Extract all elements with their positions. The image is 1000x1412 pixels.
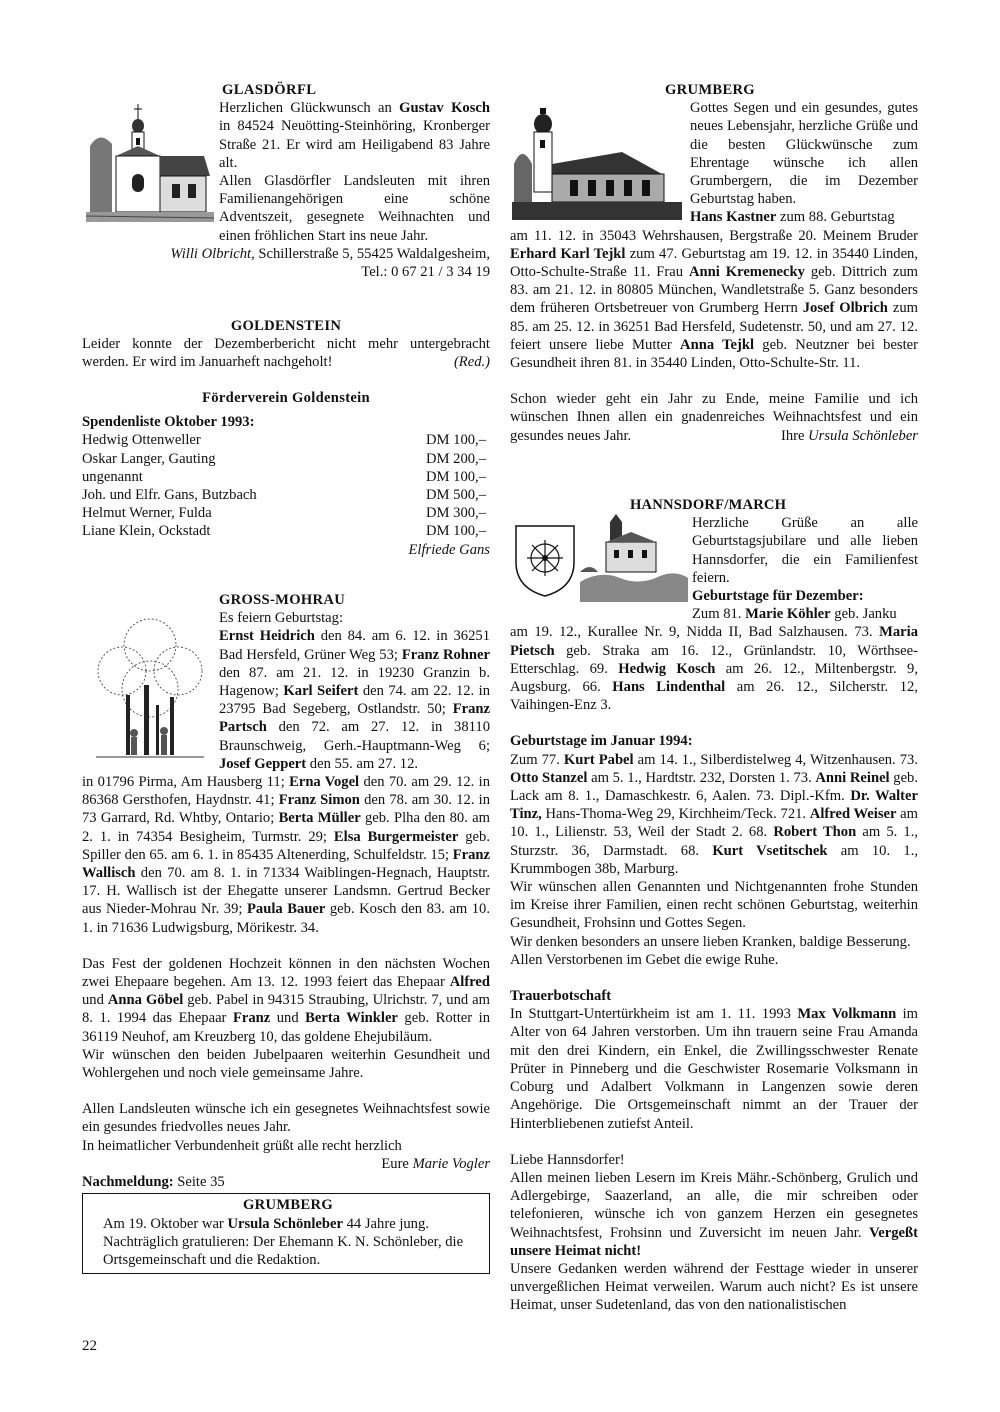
christmas-wishes: Allen Landsleuten wünsche ich ein gesegnetes Weihnachtsfest sowie ein gesundes friedvolles neues Jahr. bbox=[82, 1101, 490, 1136]
dezember-birthdays: Zum 81. Marie Köhler geb. Janku am 19. 12., Kurallee Nr. 9, Nidda II, Bad Salzhausen. 73. Maria Pietsch geb. Straka am 16. 12., Grünlandstr. 10, Wörthsee-Etterschlag. 69. Hedwig Kosch am 26. 12., Miltenbergstr. 9, Augsburg. 66. Hans Lindenthal am 26. 12., Silcherstr. 12, Vaihingen-Enz 3. bbox=[510, 606, 918, 714]
foerderverein-section bbox=[82, 389, 490, 559]
foerderverein-signature: Elfriede Gans bbox=[408, 541, 490, 558]
glasdoerfl-heading: GLASDÖRFL bbox=[222, 82, 317, 98]
hannsdorf-wish2: Wir denken besonders an unsere lieben Kranken, baldige Besserung. bbox=[510, 933, 911, 950]
spender-name: Joh. und Elfr. Gans, Butzbach bbox=[82, 487, 257, 504]
dezember-title: Geburtstage für Dezember: bbox=[692, 588, 864, 605]
januar-title: Geburtstage im Januar 1994: bbox=[510, 733, 693, 750]
nachmeldung-box-text: Am 19. Oktober war Ursula Schönleber 44 Jahre jung. Nachträglich gratulieren: Der Ehemann K. N. Schönleber, die Ortsgemeinschaft und die Redaktion. bbox=[103, 1215, 464, 1268]
spenden-row bbox=[82, 504, 490, 522]
spender-name: Hedwig Ottenweller bbox=[82, 432, 201, 449]
trauer-text: In Stuttgart-Untertürkheim ist am 1. 11. 1993 Max Volkmann im Alter von 64 Jahren verstorben. Um ihn trauern seine Frau Amanda mit den drei Kindern, ein Enkel, die Zwillingsschwester Renate Prüter in Pinneberg und die Geschwister Rosemarie Volksmann in Coburg und Adalbert Volkmann in Langenzen sowie deren Angehörige. Die Ortsgemeinschaft nimmt an der Trauer der Hinterbliebenen zutiefst Anteil. bbox=[510, 1006, 918, 1132]
spenden-row bbox=[82, 522, 490, 540]
jubilee-wishes: Wir wünschen den beiden Jubelpaaren weiterhin Gesundheit und Wohlergehen und noch viele gemeinsame Jahre. bbox=[82, 1046, 490, 1082]
hannsdorf-letter2: Unsere Gedanken werden während der Festtage wieder in unserer unvergeßlichen Heimat verweilen. Warum auch nicht? Es ist unsere Heimat, unser Sudetenland, das von den nationalistischen bbox=[510, 1260, 918, 1314]
grumberg-year-end: Schon wieder geht ein Jahr zu Ende, meine Familie und ich wünschen Ihnen allen ein gnadenreiches Weihnachtsfest und ein gesundes neues Jahr. bbox=[510, 391, 918, 444]
glasdoerfl-signature: Willi Olbricht, Schillerstraße 5, 55425 Waldalgesheim, bbox=[170, 245, 490, 262]
spendenliste bbox=[82, 431, 490, 540]
goldenstein-heading: GOLDENSTEIN bbox=[230, 318, 342, 334]
grumberg-signature: Ihre Ursula Schönleber bbox=[780, 427, 918, 444]
hannsdorf-section bbox=[510, 496, 918, 1315]
nachmeldung-box-heading: GRUMBERG bbox=[243, 1197, 333, 1214]
grumberg-text: Gottes Segen und ein gesundes, gutes neues Lebensjahr, herzliche Grüße und die besten Glückwünsche zum Ehrentage wünsche ich allen Grumbergern, die im Dezember Geburtstag haben. Hans Kastner zum 88. Geburtstag am 11. 12. in 35043 Wehrshausen, Bergstraße 20. Meinem Bruder Erhard Karl Tejkl zum 47. Geburtstag am 19. 12. in 35440 Linden, Otto-Schulte-Straße 11. Frau Anni Kremenecky geb. Dittrich zum 83. am 21. 12. in 80805 München, Wandletstraße 5. Ganz besonders dem früheren Ortsbetreuer von Grumberg Herrn Josef Olbrich zum 85. am 25. 12. in 36251 Bad Hersfeld, Sudetenstr. 50, und am 27. 12. feiert unsere liebe Mutter Anna Tejkl geb. Neutzner bei bester Gesundheit ihren 81. in 35440 Linden, Otto-Schulte-Str. 11. bbox=[510, 100, 918, 372]
foerderverein-heading: Förderverein Goldenstein bbox=[202, 390, 370, 406]
januar-birthdays: Zum 77. Kurt Pabel am 14. 1., Silberdistelweg 4, Witzenhausen. 73. Otto Stanzel am 5. 1., Hardtstr. 232, Dorsten 1. 73. Anni Reinel geb. Lack am 8. 1., Damaschkestr. 6, Aalen. 73. Dipl.-Kfm. Dr. Walter Tinz, Hans-Thoma-Weg 29, Kirchheim/Teck. 721. Alfred Weiser am 10. 1., Lilienstr. 53, Weil der Stadt 2. 68. Robert Thon am 5. 1., Sturzstr. 36, Darmstadt. 68. Kurt Vsetitschek am 10. 1., Krummbogen 38b, Marburg. bbox=[510, 751, 919, 877]
trauer-title: Trauerbotschaft bbox=[510, 988, 612, 1005]
hannsdorf-intro: Herzliche Grüße an alle Geburtstagsjubilare und alle lieben Hannsdorfer, die ein Familienfest feiern. bbox=[692, 515, 918, 586]
glasdoerfl-text2: Allen Glasdörfler Landsleuten mit ihren Familienangehörigen eine schöne Adventszeit, gesegnete Weihnachten und einen fröhlichen Start ins neue Jahr. bbox=[219, 173, 490, 244]
grumberg-heading: GRUMBERG bbox=[665, 82, 755, 98]
grossmohrau-birthdays: Ernst Heidrich den 84. am 6. 12. in 36251 Bad Hersfeld, Grüner Weg 53; Franz Rohner den 87. am 21. 12. in 19230 Granzin b. Hagenow; Karl Seifert den 74. am 22. 12. in 23795 Bad Segeberg, Ostlandstr. 50; Franz Partsch den 72. am 27. 12. in 38110 Braunschweig, Gerh.-Hauptmann-Weg 6; Josef Geppert den 55. am 27. 12. in 01796 Pirma, Am Hausberg 11; Erna Vogel den 70. am 29. 12. in 86368 Gersthofen, Haydnstr. 41; Franz Simon den 78. am 30. 12. in 73 Garrard, Rd. Whtby, Ontario; Berta Müller geb. Plha den 80. am 2. 1. in 74354 Besigheim, Turmstr. 29; Elsa Burgermeister geb. Spiller den 65. am 6. 1. in 85435 Altenerding, Schulfeldstr. 15; Franz Wallisch den 70. am 8. 1. in 71334 Waiblingen-Hegnach, Hauptstr. 17. H. Wallisch ist der Ehegatte unserer Landsmn. Gertrud Becker aus Nieder-Mohrau Nr. 39; Paula Bauer geb. Kosch den 83. am 10. 1. in 71636 Ludwigsburg, Mörikestr. 34. bbox=[82, 628, 491, 936]
spenden-betrag: DM 500,– bbox=[426, 487, 486, 504]
glasdoerfl-text: Herzlichen Glückwunsch an Gustav Kosch in 84524 Neuötting-Steinhöring, Kronberger Straße 21. Er wird am Heiligabend 83 Jahre alt. bbox=[219, 100, 491, 171]
hannsdorf-wish3: Allen Verstorbenen im Gebet die ewige Ruhe. bbox=[510, 951, 779, 968]
goldenstein-text: Leider konnte der Dezemberbericht nicht mehr untergebracht werden. Er wird im Januarheft nachgeholt! (Red.) bbox=[82, 336, 490, 371]
glasdoerfl-section bbox=[82, 81, 490, 281]
glasdoerfl-tel: Tel.: 0 67 21 / 3 34 19 bbox=[361, 264, 490, 281]
hannsdorf-wish1: Wir wünschen allen Genannten und Nichtgenannten frohe Stunden im Kreise ihrer Familien, einen recht schönen Geburtstag, weiterhin Gesundheit, Frohsinn und Gottes Segen. bbox=[510, 879, 918, 932]
spender-name: ungenannt bbox=[82, 468, 143, 485]
spenden-row bbox=[82, 468, 490, 486]
spenden-betrag: DM 100,– bbox=[426, 468, 486, 485]
spenden-row bbox=[82, 486, 490, 504]
grossmohrau-section bbox=[82, 591, 490, 1274]
nachmeldung-box bbox=[82, 1193, 490, 1274]
spender-name: Liane Klein, Ockstadt bbox=[82, 523, 211, 540]
grossmohrau-intro: Es feiern Geburtstag: bbox=[219, 610, 344, 627]
spenden-row bbox=[82, 431, 490, 449]
hannsdorf-letter: Allen meinen lieben Lesern im Kreis Mähr.-Schönberg, Grulich und Adlergebirge, Saazerland, an alle, die mir schreiben oder telefonieren, wünsche ich von ganzem Herzen ein gesegnetes Weihnachtsfest, Frohsinn und Zuversicht im neuen Jahr. Vergeßt unsere Heimat nicht! bbox=[510, 1169, 918, 1259]
spender-name: Helmut Werner, Fulda bbox=[82, 505, 212, 522]
spenden-betrag: DM 300,– bbox=[426, 505, 486, 522]
nachmeldung-line: Nachmeldung: Seite 35 bbox=[82, 1174, 225, 1191]
page-number: 22 bbox=[82, 1338, 97, 1354]
grossmohrau-signature: Eure Marie Vogler bbox=[381, 1155, 490, 1172]
spenden-row bbox=[82, 450, 490, 468]
grumberg-section bbox=[510, 81, 918, 445]
spendenliste-title: Spendenliste Oktober 1993: bbox=[82, 414, 255, 431]
greeting-line: In heimatlicher Verbundenheit grüßt alle recht herzlich bbox=[82, 1137, 402, 1154]
spenden-betrag: DM 100,– bbox=[426, 523, 486, 540]
spenden-betrag: DM 200,– bbox=[426, 450, 486, 467]
golden-wedding-text: Das Fest der goldenen Hochzeit können in den nächsten Wochen zwei Ehepaare begehen. Am 13. 12. 1993 feiert das Ehepaar Alfred und Anna Göbel geb. Pabel in 94315 Straubing, Ulrichstr. 7, und am 8. 1. 1994 das Ehepaar Franz und Berta Winkler geb. Rotter in 36119 Neuhof, am Kreuzberg 10, das goldene Ehejubiläum. bbox=[82, 955, 491, 1045]
goldenstein-section bbox=[82, 317, 490, 372]
grossmohrau-heading: GROSS-MOHRAU bbox=[219, 592, 346, 608]
spenden-betrag: DM 100,– bbox=[426, 432, 486, 449]
liebe-hannsdorfer: Liebe Hannsdorfer! bbox=[510, 1151, 625, 1168]
hannsdorf-heading: HANNSDORF/MARCH bbox=[630, 497, 787, 513]
spender-name: Oskar Langer, Gauting bbox=[82, 450, 216, 467]
